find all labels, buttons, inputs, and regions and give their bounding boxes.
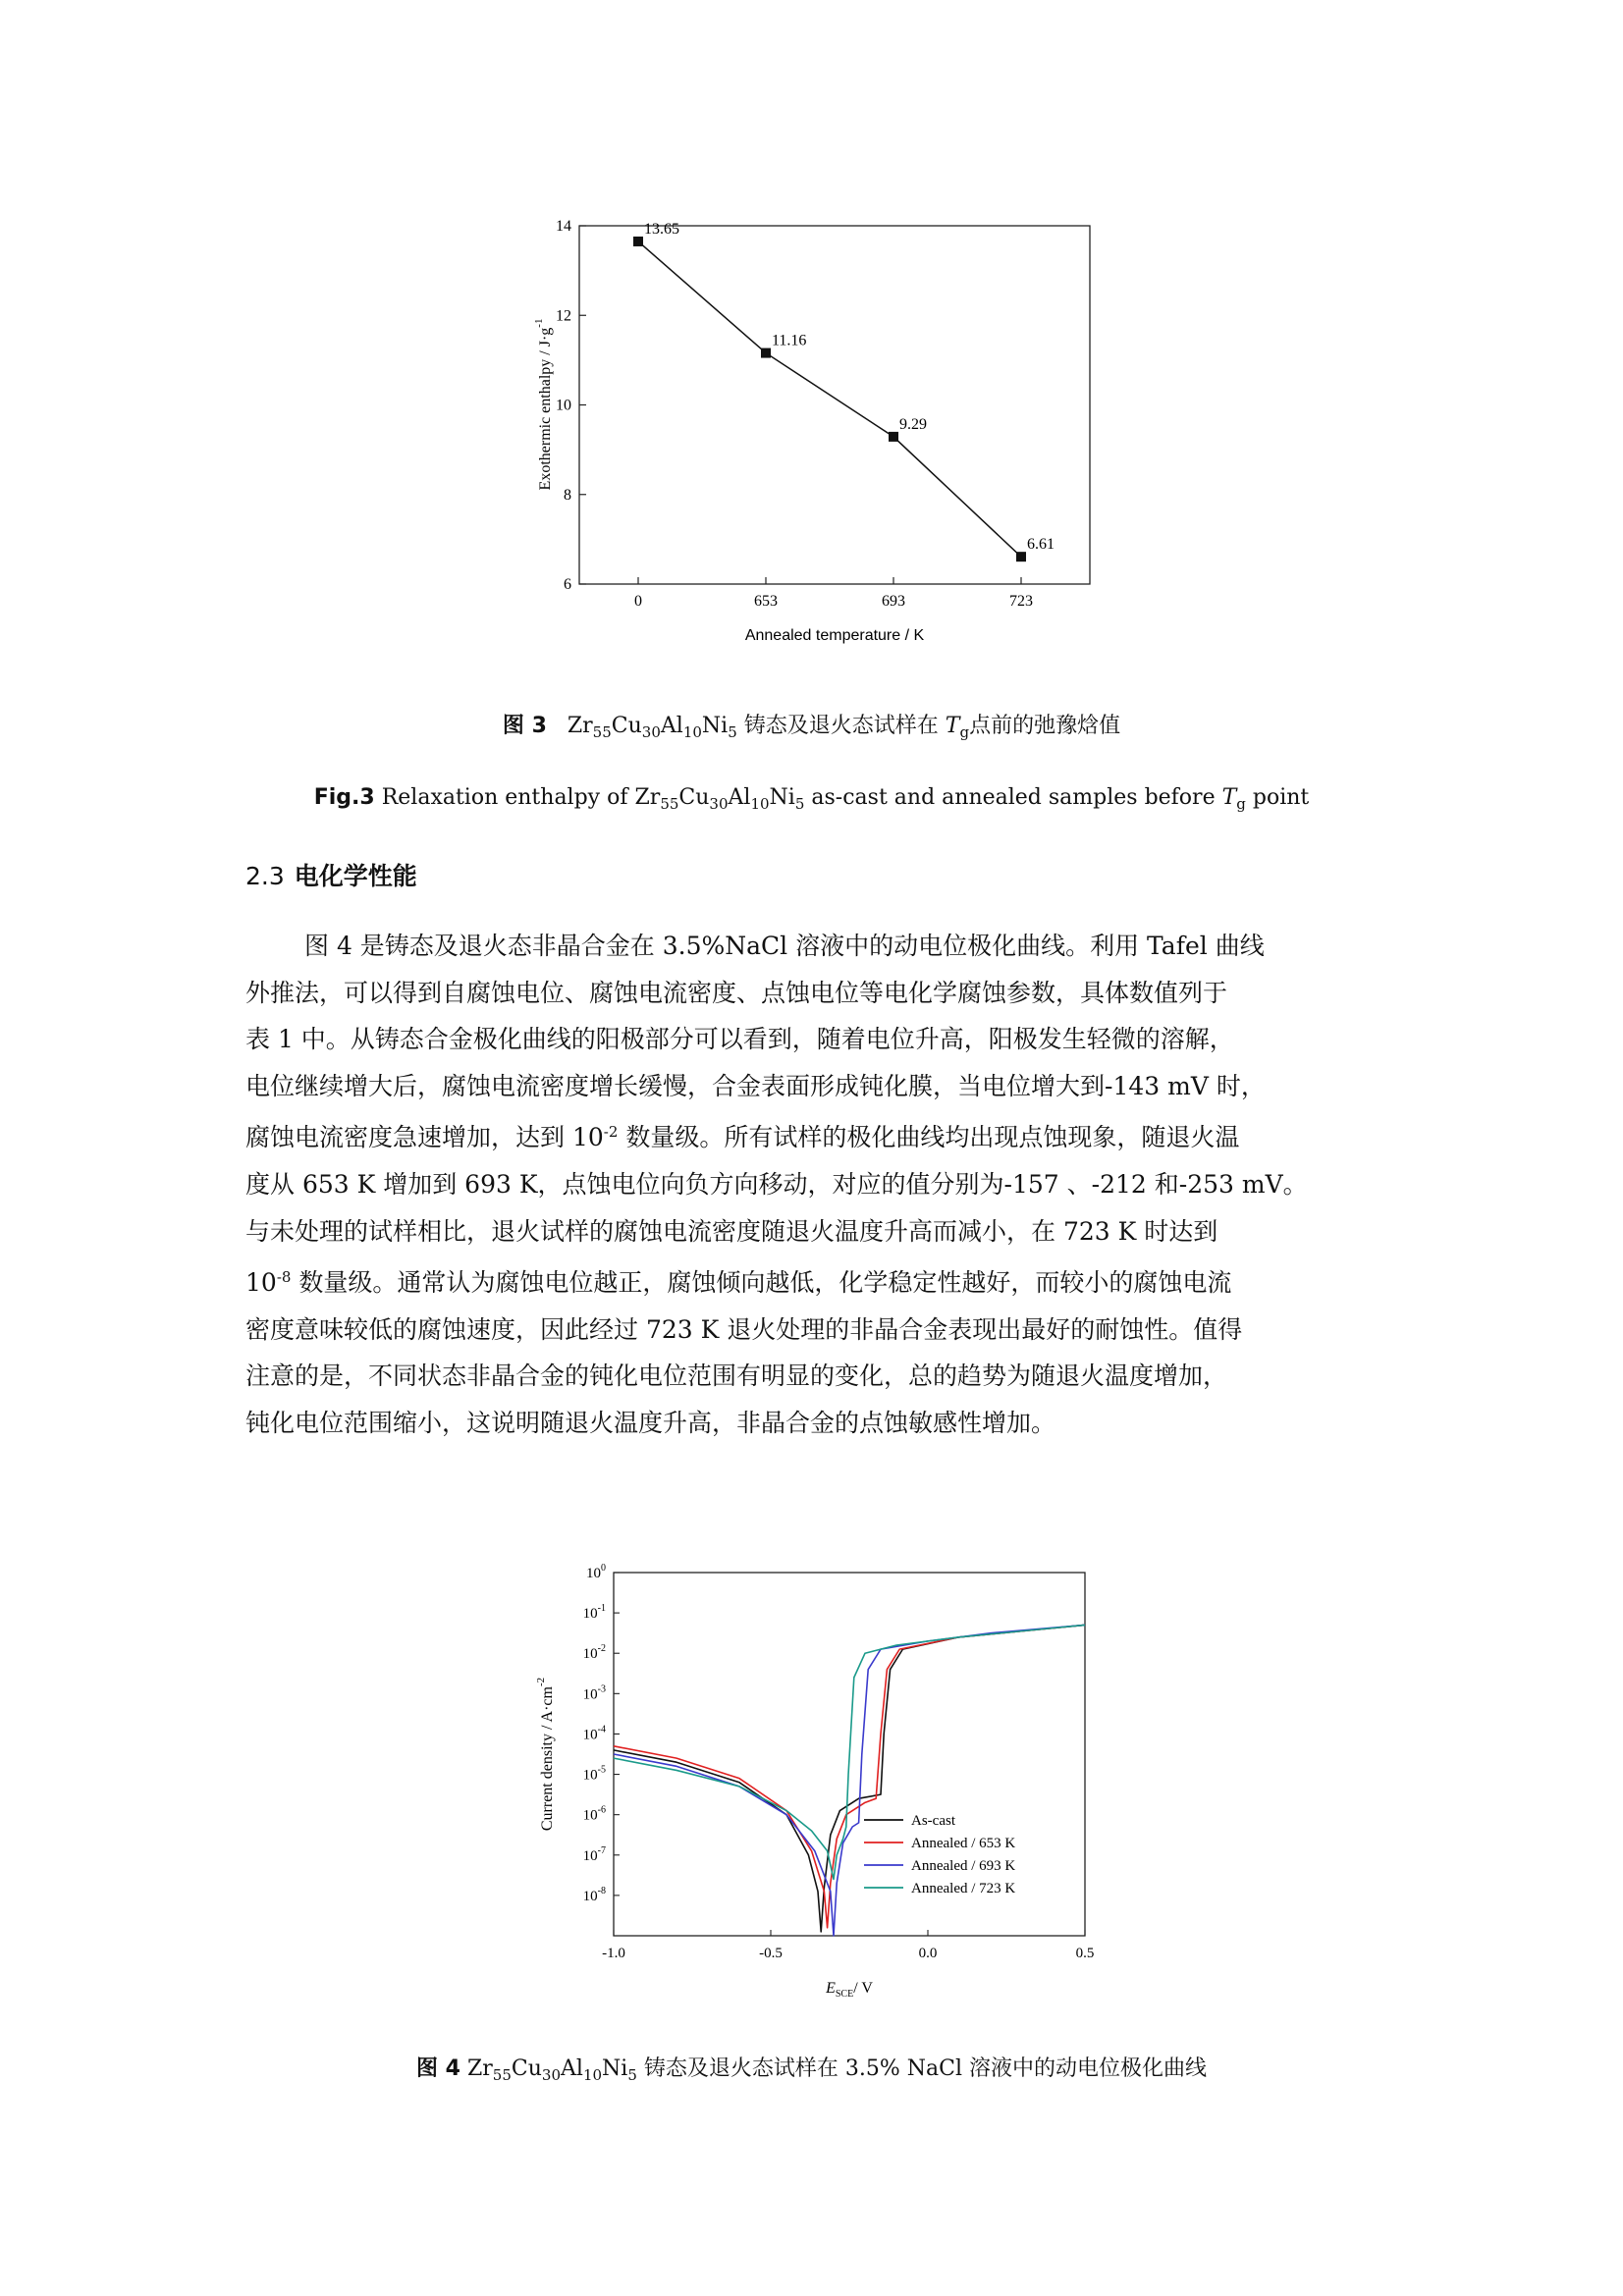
fig3-ytick-label: 12 — [556, 307, 571, 325]
section-heading — [245, 857, 417, 892]
fig4-ytick-label: $10^{-7}$ — [582, 1844, 606, 1864]
fig3-series-line — [638, 241, 1021, 557]
fig4-legend-label: As-cast — [911, 1813, 955, 1829]
paragraph-line: 度从 653 K 增加到 693 K，点蚀电位向负方向移动，对应的值分别为-157 、-212 和-253 mV。 — [245, 1169, 1308, 1199]
fig3-ylabel-sup: -1 — [533, 318, 545, 328]
fig3-data-label: 13.65 — [644, 220, 679, 238]
paragraph-line: 密度意味较低的腐蚀速度，因此经过 723 K 退火处理的非晶合金表现出最好的耐蚀性。值得 — [245, 1314, 1243, 1344]
fig4-xtick-label: -0.5 — [759, 1946, 783, 1961]
fig4-ytick-label: $10^0$ — [586, 1563, 606, 1581]
fig3-xtick-label: 0 — [634, 593, 642, 610]
fig4-xlabel: $E_{SCE}/$ V — [826, 1980, 873, 2000]
fig3-ytick-label: 14 — [556, 218, 571, 235]
fig4-legend-label: Annealed / 653 K — [911, 1836, 1016, 1851]
fig3-ytick-label: 8 — [564, 486, 571, 504]
fig4-ytick-label: $10^{-2}$ — [582, 1643, 606, 1663]
fig3-data-label: 6.61 — [1027, 536, 1055, 554]
fig4-xtick-label: 0.5 — [1075, 1946, 1095, 1961]
fig4-ytick-label: $10^{-3}$ — [582, 1683, 606, 1703]
fig4-legend-label: Annealed / 723 K — [911, 1881, 1016, 1896]
fig4-ytick-label: $10^{-1}$ — [582, 1603, 606, 1623]
figure-3-chart — [530, 216, 1119, 667]
figure-3-caption-en: Fig.3 Relaxation enthalpy of $Zr_{55}Cu_{30}Al_{10}Ni_5$ as-cast and annealed samples before $T_g$ point — [313, 785, 1310, 813]
paragraph-line: 与未处理的试样相比，退火试样的腐蚀电流密度随退火温度升高而减小，在 723 K 时达到 — [245, 1216, 1218, 1246]
fig4-ytick-label: $10^{-6}$ — [582, 1804, 606, 1824]
paragraph-line: 图 4 是铸态及退火态非晶合金在 3.5%NaCl 溶液中的动电位极化曲线。利用 Tafel 曲线 — [304, 932, 1265, 960]
fig3-xtick-label: 653 — [754, 593, 778, 610]
fig3-data-point — [1016, 552, 1026, 561]
fig3-ytick-label: 6 — [564, 576, 571, 593]
body-paragraph — [245, 923, 1384, 1447]
fig4-ytick-label: $10^{-4}$ — [582, 1724, 606, 1743]
section-title: 电化学性能 — [294, 862, 417, 890]
paragraph-line: $10^{-8}$ 数量级。通常认为腐蚀电位越正，腐蚀倾向越低，化学稳定性越好，而较小的腐蚀电流 — [245, 1268, 1232, 1298]
fig3-data-label: 11.16 — [772, 332, 807, 349]
fig4-xtick-label: 0.0 — [918, 1946, 938, 1961]
fig4-xtick-label: -1.0 — [602, 1946, 625, 1961]
fig3-data-point — [761, 348, 771, 358]
fig3-ylabel: Exothermic enthalpy / $J\cdot g^{-1}$ — [533, 318, 554, 491]
section-number: 2.3 — [245, 862, 285, 890]
paragraph-line: 注意的是，不同状态非晶合金的钝化电位范围有明显的变化，总的趋势为随退火温度增加， — [245, 1362, 1228, 1391]
figure-3-caption-cn: 图 3 $Zr_{55}Cu_{30}Al_{10}Ni_5$ 铸态及退火态试样在 $T_g$点前的弛豫焓值 — [502, 714, 1121, 741]
fig3-data-point — [633, 237, 643, 246]
paragraph-line: 钝化电位范围缩小，这说明随退火温度升高，非晶合金的点蚀敏感性增加。 — [245, 1408, 1056, 1437]
fig4-ylabel: Current density / $A\cdot cm^{-2}$ — [535, 1677, 556, 1832]
fig4-legend-label: Annealed / 693 K — [911, 1858, 1016, 1874]
fig4-ytick-label: $10^{-5}$ — [582, 1764, 606, 1784]
fig3-ytick-label: 10 — [556, 397, 571, 414]
fig3-xlabel: Annealed temperature / K — [744, 627, 925, 644]
paragraph-line: 表 1 中。从铸态合金极化曲线的阳极部分可以看到，随着电位升高，阳极发生轻微的溶解， — [245, 1025, 1234, 1054]
figure-4-chart — [520, 1561, 1109, 2007]
fig3-data-point — [889, 432, 898, 442]
paragraph-line: 电位继续增大后，腐蚀电流密度增长缓慢，合金表面形成钝化膜，当电位增大到-143 mV 时， — [245, 1071, 1266, 1100]
paragraph-line: 腐蚀电流密度急速增加，达到 $10^{-2}$ 数量级。所有试样的极化曲线均出现点蚀现象，随退火温 — [245, 1123, 1240, 1152]
fig3-data-label: 9.29 — [899, 415, 927, 433]
fig3-xtick-label: 723 — [1009, 593, 1033, 610]
figure-4-caption-cn: 图 4 $Zr_{55}Cu_{30}Al_{10}Ni_5$ 铸态及退火态试样在 3.5% NaCl 溶液中的动电位极化曲线 — [416, 2056, 1207, 2084]
fig4-ytick-label: $10^{-8}$ — [582, 1885, 606, 1904]
fig3-plot-frame — [579, 226, 1090, 584]
fig3-xtick-label: 693 — [882, 593, 905, 610]
paragraph-line: 外推法，可以得到自腐蚀电位、腐蚀电流密度、点蚀电位等电化学腐蚀参数，具体数值列于 — [245, 978, 1228, 1007]
